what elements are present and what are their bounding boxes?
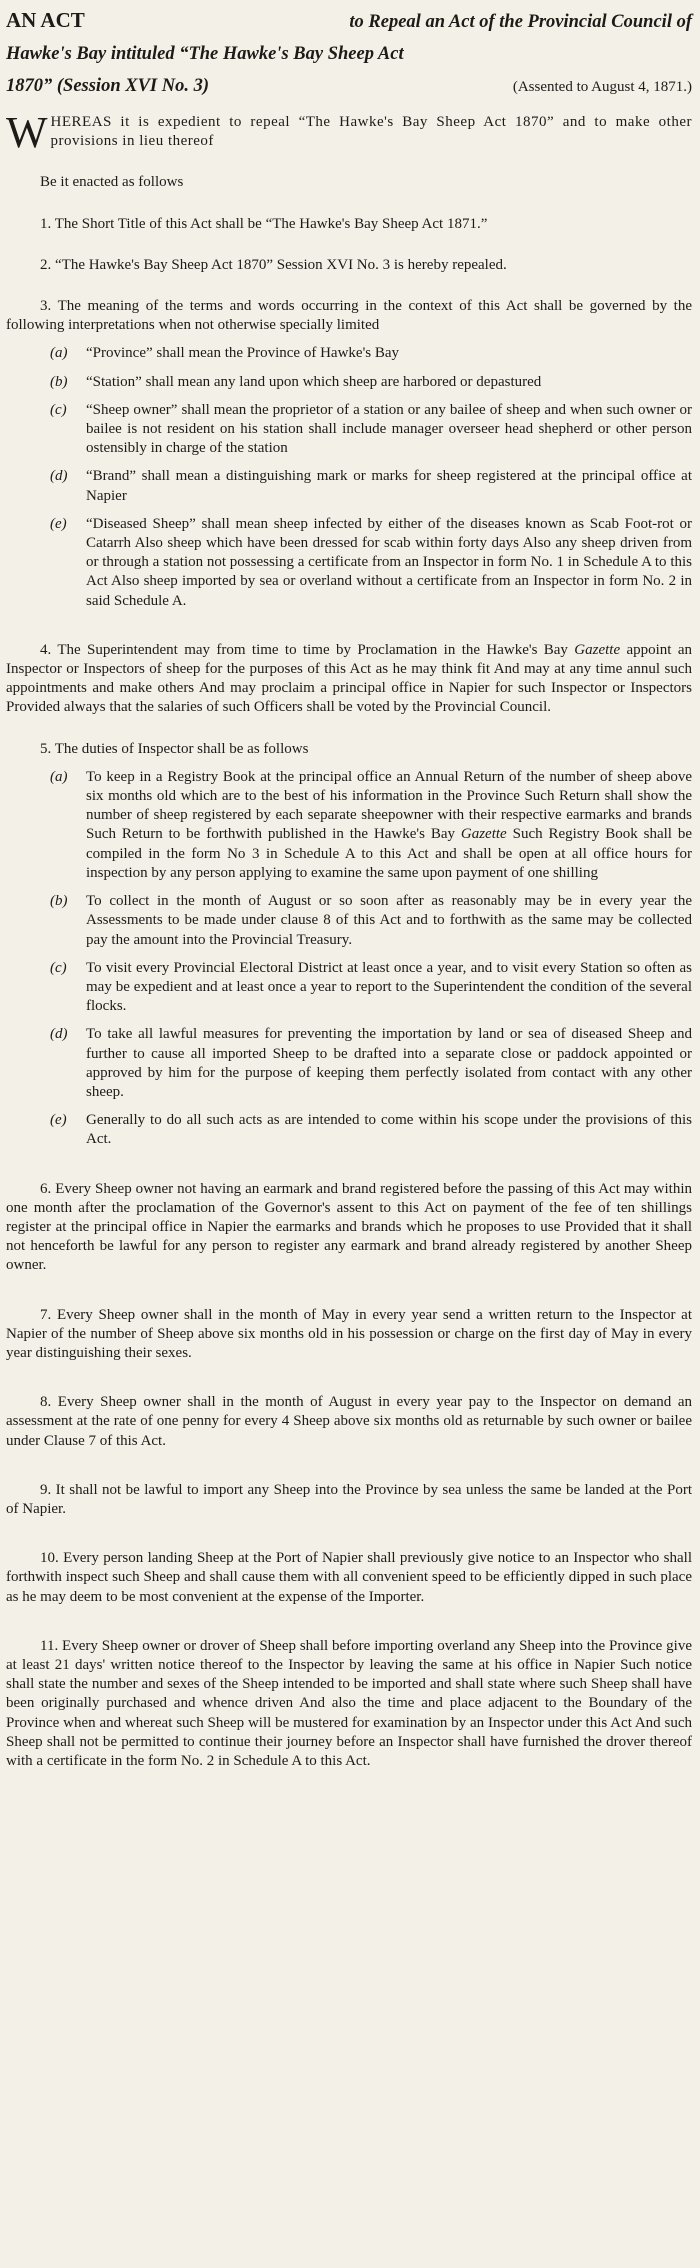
section-3-item-c: (c) “Sheep owner” shall mean the proprietor of a station or any bailee of sheep and when such owner or bailee is not resident on his station shall include manager overseer head shepherd or other person ostensibly in charge of the station — [50, 401, 692, 457]
section-10: 10. Every person landing Sheep at the Port of Napier shall previously give notice to an Inspector who shall forthwith inspect such Sheep and shall cause them with all convenient speed to be efficiently dipped in such place as he may deem to be most convenient at the expense of the Importer. — [6, 1550, 692, 1605]
an-act-heading: AN ACT — [6, 8, 85, 32]
section-5-item-a: (a) To keep in a Registry Book at the principal office an Annual Return of the number of sheep above six months old which are to the best of his information in the Province Such Return shall show the number of sheep registered by each separate sheepowner with their respective earmarks and brands Such Return to be forthwith published in the Hawke's Bay Gazette Such Registry Book shall be compiled in the form No 3 in Schedule A to this Act and shall be open at all office hours for inspection by any person applying to examine the same upon payment of one shilling — [50, 768, 692, 881]
section-11: 11. Every Sheep owner or drover of Sheep shall before importing overland any Sheep into the Province give at least 21 days' written notice thereof to the Inspector by leaving the same at his office in Napier Such notice shall state the number and sexes of the Sheep intended to be imported and shall state where such Sheep shall have been originally purchased and whence driven And also the time and place adjacent to the Boundary of the Province when and whereat such Sheep will be mustered for examination by an Inspector under this Act And such Sheep shall not be permitted to continue their journey before an Inspector shall have furnished the drover thereof with a certificate in the form No. 2 in Schedule A to this Act. — [6, 1637, 692, 1769]
section-5-item-b: (b) To collect in the month of August or so soon after as reasonably may be in every year the Assessments to be made under clause 8 of this Act and to forthwith as the same may be collected pay the amount into the Provincial Treasury. — [50, 893, 692, 948]
section-3-item-a: (a) “Province” shall mean the Province of Hawke's Bay — [50, 345, 400, 362]
section-3-item-b: (b) “Station” shall mean any land upon which sheep are harbored or depastured — [50, 373, 542, 390]
act-title — [6, 4, 692, 103]
assent-date: (Assented to August 4, 1871.) — [512, 79, 692, 95]
section-6: 6. Every Sheep owner not having an earmark and brand registered before the passing of this Act may within one month after the proclamation of the Governor's assent to this Act on payment of the fee of ten shillings register at the principal office in Napier the earmarks and brands which he proposes to use Provided that it shall not henceforth be lawful for any person to register any earmark and brand already registered by another Sheep owner. — [6, 1180, 692, 1274]
preamble-text: HEREAS it is expedient to repeal “The Hawke's Bay Sheep Act 1870” and to make other provisions in lieu thereof — [50, 114, 692, 150]
enacting-clause: Be it enacted as follows — [40, 174, 184, 191]
section-2: 2. “The Hawke's Bay Sheep Act 1870” Session XVI No. 3 is hereby repealed. — [40, 256, 507, 273]
title-line-1-text: to Repeal an Act of the Provincial Council of — [349, 12, 692, 32]
section-9: 9. It shall not be lawful to import any Sheep into the Province by sea unless the same be landed at the Port of Napier. — [6, 1481, 692, 1517]
section-4: 4. The Superintendent may from time to time by Proclamation in the Hawke's Bay Gazette appoint an Inspector or Inspectors of sheep for the purposes of this Act as he may think fit And may at any time annul such appointments and make others And may proclaim a principal office in Napier for such Inspector or Inspectors Provided always that the salaries of such Officers shall be voted by the Provincial Council. — [6, 641, 692, 716]
title-line-1 — [6, 4, 692, 38]
section-7: 7. Every Sheep owner shall in the month of May in every year send a written return to the Inspector at Napier of the number of Sheep above six months old in his possession or charge on the first day of May in every year distinguishing their sexes. — [6, 1306, 692, 1361]
title-line-3-text: 1870” (Session XVI No. 3) — [6, 76, 210, 96]
section-5-item-d: (d) To take all lawful measures for preventing the importation by land or sea of diseased Sheep and further to cause all imported Sheep to be drafted into a separate close or paddock appointed or approved by him for the purpose of keeping them perfectly isolated from contact with any other sheep. — [50, 1026, 692, 1100]
section-3-item-d: (d) “Brand” shall mean a distinguishing mark or marks for sheep registered at the principal office at Napier — [50, 468, 692, 504]
section-8: 8. Every Sheep owner shall in the month of August in every year pay to the Inspector on demand an assessment at the rate of one penny for every 4 Sheep above six months old as returnable by such owner or bailee under Clause 7 of this Act. — [6, 1394, 692, 1449]
section-5-item-c: (c) To visit every Provincial Electoral District at least once a year, and to visit every Station so often as may be expedient and at least once a year to report to the Superintendent the condition of the several flocks. — [50, 959, 692, 1015]
section-5-item-e: (e) Generally to do all such acts as are intended to come within his scope under the provisions of this Act. — [50, 1112, 692, 1148]
gazette-italic: Gazette — [460, 826, 507, 843]
title-line-2: Hawke's Bay intituled “The Hawke's Bay Sheep Act — [6, 44, 404, 64]
section-3-item-e: (e) “Diseased Sheep” shall mean sheep infected by either of the diseases known as Scab Foot-rot or Catarrh Also sheep which have been dressed for scab within forty days Also any sheep driven from or through a station not possessing a certificate from an Inspector in form No. 1 in Schedule A to this Act Also sheep imported by sea or overland without a certificate from an Inspector in form No. 2 in said Schedule A. — [50, 515, 692, 609]
section-5-intro: 5. The duties of Inspector shall be as follows — [40, 740, 309, 757]
preamble — [6, 108, 692, 157]
section-1: 1. The Short Title of this Act shall be “The Hawke's Bay Sheep Act 1871.” — [40, 215, 488, 232]
gazette-italic: Gazette — [574, 641, 621, 658]
drop-cap-letter: W — [6, 108, 48, 157]
section-3-intro: 3. The meaning of the terms and words occurring in the context of this Act shall be governed by the following interpretations when not otherwise specially limited — [6, 298, 692, 334]
title-line-3 — [6, 70, 692, 103]
